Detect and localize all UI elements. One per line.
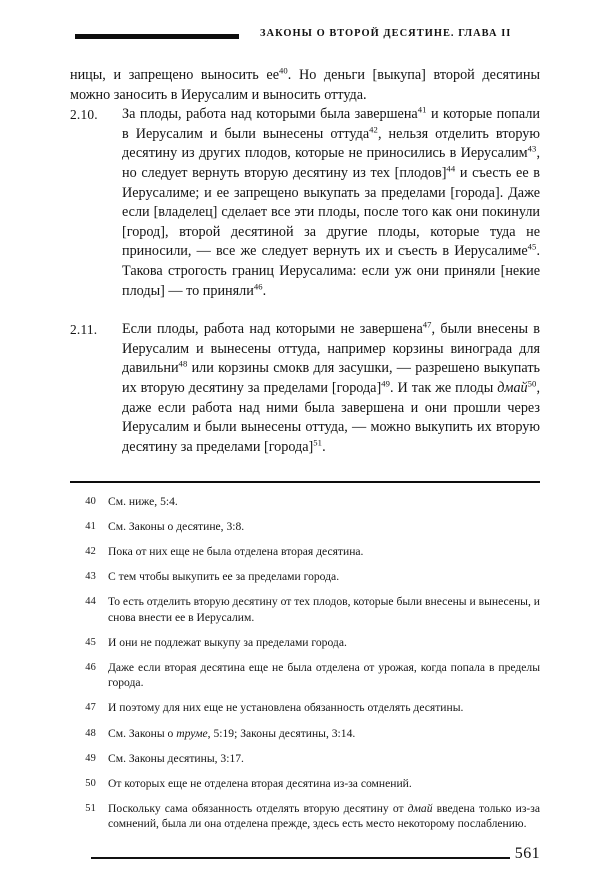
footnote-ref-49[interactable]: 49 [381, 378, 391, 389]
footnote-text-44: То есть отделить вторую десятину от тех плодов, которые были внесены и вынесены, и снова внести ее в Иерусалим. [108, 594, 540, 624]
section-2-11 [70, 320, 540, 457]
footnotes-block [70, 481, 540, 842]
running-head-title: ЗАКОНЫ О ВТОРОЙ ДЕСЯТИНЕ. ГЛАВА II [260, 28, 512, 39]
body-text [70, 66, 540, 476]
running-head [60, 28, 550, 50]
footnote-ref-42[interactable]: 42 [369, 124, 378, 135]
footnote-item-44 [70, 594, 540, 625]
footnote-text-51: Поскольку сама обязанность отделять вторую десятину от дмай введена только из-за сомнений, была ли она отделена прежде, здесь есть место некоторому послаблению. [108, 801, 540, 831]
footnote-item-41 [70, 519, 540, 535]
footnote-number-48[interactable]: 48 [85, 727, 96, 739]
section-body-2-11: Если плоды, работа над которыми не завершена$^{47}$, были внесены в Иерусалим и вынесены оттуда, например корзины винограда для давильни$^{48}$ или корзины смокв для засушки, — разрешено выкупать их вторую десятину за пределами [города]$^{49}$. И так же плоды дмай$^{50}$, даже если работа над ними была завершена и они прошли через Иерусалим и были вынесены оттуда, — можно выкупить их вторую десятину за пределами [города]$^{51}$. [122, 319, 540, 455]
footnote-ref-51[interactable]: 51 [313, 436, 323, 447]
footnote-text-48: См. Законы о труме, 5:19; Законы десятины, 3:14. [108, 726, 356, 740]
footnote-number-42[interactable]: 42 [85, 545, 96, 557]
lead-paragraph-text-after: . Но деньги [выкупа] второй десятины можно заносить в Иерусалим и выносить оттуда. [70, 67, 541, 103]
footnote-item-51 [70, 801, 540, 832]
footnote-number-49[interactable]: 49 [85, 752, 96, 764]
footnote-item-46 [70, 660, 540, 691]
footnote-text-40: См. ниже, 5:4. [108, 494, 178, 508]
lead-paragraph-text-before: ницы, и запрещено выносить ее [70, 67, 279, 83]
footnote-text-45: И они не подлежат выкупу за пределами города. [108, 635, 347, 649]
footnote-ref-43[interactable]: 43 [527, 143, 537, 154]
page-number: 561 [514, 845, 540, 862]
footnote-item-42 [70, 544, 540, 560]
footnote-list [70, 494, 540, 832]
footnote-item-48 [70, 726, 540, 742]
footnote-ref-44[interactable]: 44 [446, 163, 456, 174]
footnote-ref-46[interactable]: 46 [253, 280, 263, 291]
italic-term: дмай [497, 379, 528, 396]
italic-term: дмай [407, 801, 433, 815]
footnote-number-45[interactable]: 45 [85, 636, 96, 648]
footnote-text-50: От которых еще не отделена вторая десятина из-за сомнений. [108, 776, 412, 790]
section-2-10 [70, 105, 540, 301]
footnote-text-41: См. Законы о десятине, 3:8. [108, 519, 245, 533]
section-number-2-11: 2.11. [70, 322, 98, 338]
footnote-number-51[interactable]: 51 [85, 802, 96, 814]
section-body-2-10: За плоды, работа над которыми была завершена$^{41}$ и которые попали в Иерусалим и были вынесены оттуда$^{42}$, нельзя отделить вторую десятину из других плодов, которые не приносились в Иерусалим$^{43}$, но следует вернуть вторую десятину из тех [плодов]$^{44}$ и съесть ее в Иерусалиме; и ее запрещено выкупать за пределами [города]. Даже если [владелец] сделает все эти плоды, после того как они покинули [город], второй десятиной за другие плоды, которые туда не приносили, — все же следует вернуть их и съесть в Иерусалиме$^{45}$. Такова строгость границ Иерусалима: если уж они приняли [некие плоды] — то приняли$^{46}$. [122, 104, 541, 299]
footnote-text-49: См. Законы десятины, 3:17. [108, 751, 244, 765]
footnote-number-43[interactable]: 43 [85, 570, 96, 582]
footnote-text-43: С тем чтобы выкупить ее за пределами города. [108, 569, 340, 583]
footnote-number-40[interactable]: 40 [85, 495, 96, 507]
footnote-item-45 [70, 635, 540, 651]
footnote-number-44[interactable]: 44 [85, 595, 96, 607]
footnote-ref-50[interactable]: 50 [527, 378, 537, 389]
footnote-item-47 [70, 700, 540, 716]
running-head-rule [75, 34, 239, 39]
footnote-ref-47[interactable]: 47 [422, 319, 432, 330]
footnote-text-46: Даже если вторая десятина еще не была отделена от урожая, когда попала в пределы города. [108, 660, 540, 690]
page-footer [70, 845, 540, 875]
footnote-item-43 [70, 569, 540, 585]
section-number-2-10: 2.10. [70, 107, 98, 123]
footnote-item-40 [70, 494, 540, 510]
footnote-ref-48[interactable]: 48 [178, 358, 188, 369]
footnote-number-46[interactable]: 46 [85, 661, 96, 673]
footnote-number-50[interactable]: 50 [85, 777, 96, 789]
footnote-separator-rule [70, 481, 540, 483]
italic-term: труме [176, 726, 208, 740]
footnote-item-50 [70, 776, 540, 792]
lead-paragraph [70, 66, 540, 105]
footnote-item-49 [70, 751, 540, 767]
footnote-number-41[interactable]: 41 [85, 520, 96, 532]
footer-rule [91, 857, 510, 859]
footnote-ref-41[interactable]: 41 [417, 104, 427, 115]
footnote-text-47: И поэтому для них еще не установлена обязанность отделять десятины. [108, 701, 464, 715]
footnote-ref-45[interactable]: 45 [527, 241, 537, 252]
footnote-text-42: Пока от них еще не была отделена вторая десятина. [108, 544, 364, 558]
footnote-ref-40[interactable]: 40 [279, 65, 288, 76]
footnote-number-47[interactable]: 47 [85, 702, 96, 714]
